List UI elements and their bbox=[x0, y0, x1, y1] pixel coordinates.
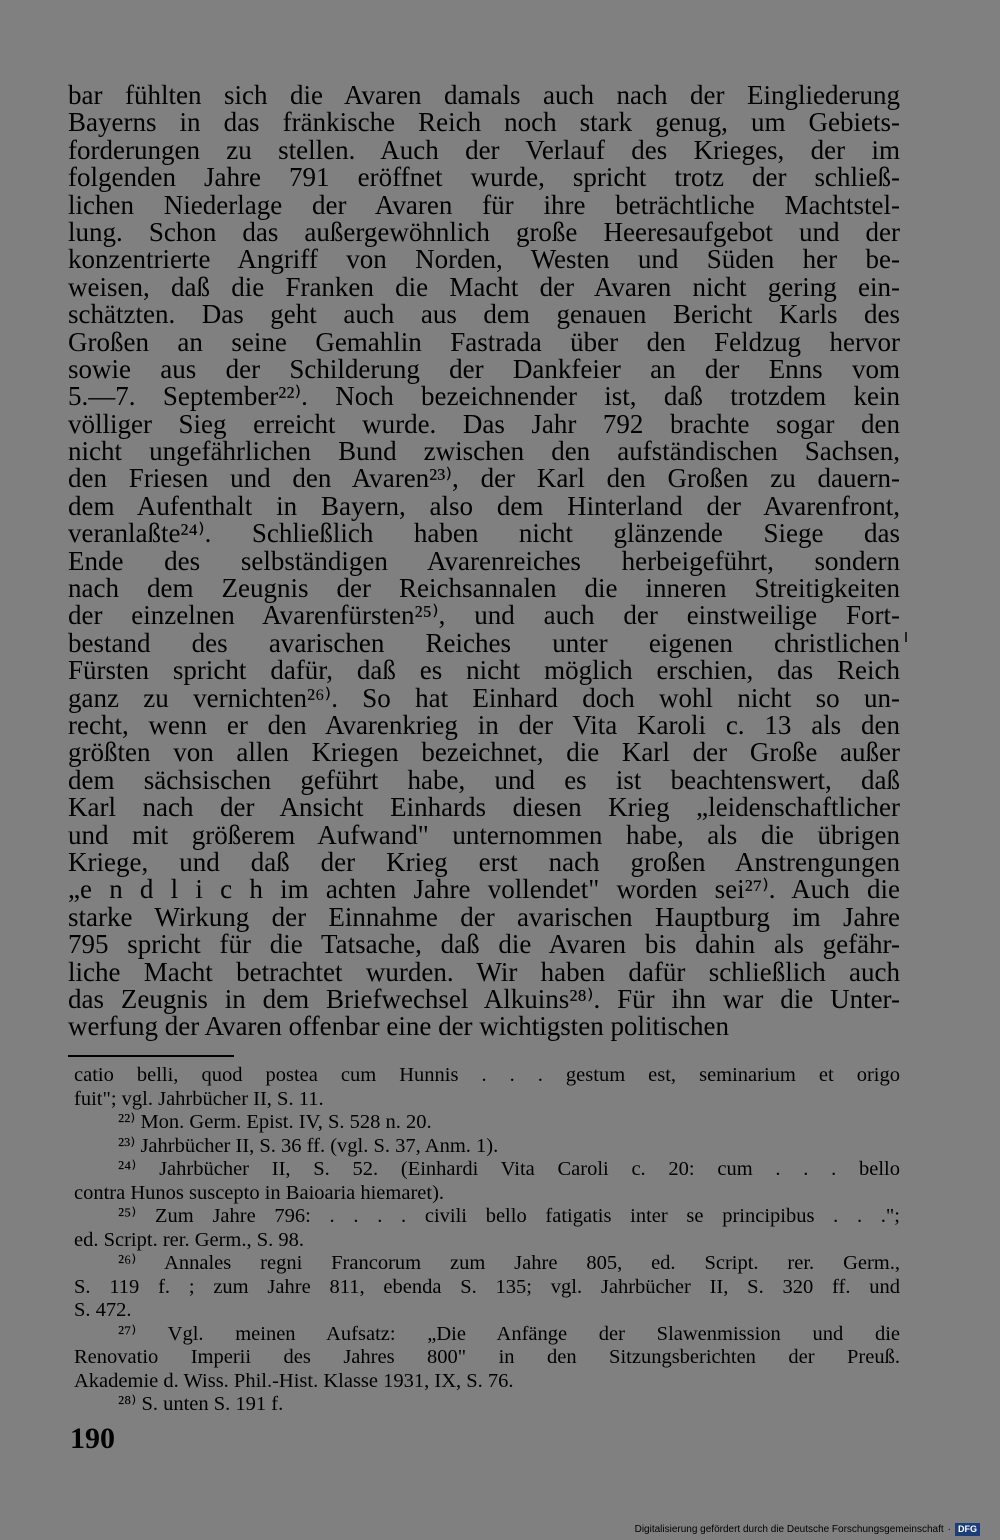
text-line: Bayerns in das fränkische Reich noch stark genug, um Gebiets- bbox=[68, 107, 900, 138]
footnote-line: ²⁶⁾ Annales regni Francorum zum Jahre 805, ed. Script. rer. Germ., bbox=[118, 1252, 900, 1274]
text-line: nach dem Zeugnis der Reichsannalen die inneren Streitigkeiten bbox=[68, 573, 900, 604]
text-line: Kriege, und daß der Krieg erst nach großen Anstrengungen bbox=[68, 846, 900, 877]
footnote-line: ²²⁾ Mon. Germ. Epist. IV, S. 528 n. 20. bbox=[118, 1111, 432, 1133]
text-line: den Friesen und den Avaren²³⁾, der Karl den Großen zu dauern- bbox=[68, 463, 900, 494]
footnotes bbox=[74, 1064, 900, 1417]
text-line: bar fühlten sich die Avaren damals auch nach der Eingliederung bbox=[68, 80, 900, 110]
text-line: schätzten. Das geht auch aus dem genauen Bericht Karls des bbox=[68, 299, 900, 330]
text-line: liche Macht betrachtet wurden. Wir haben dafür schließlich auch bbox=[68, 956, 900, 987]
text-line: forderungen zu stellen. Auch der Verlauf des Krieges, der im bbox=[68, 134, 900, 165]
footer-separator: · bbox=[947, 1524, 951, 1535]
text-line: konzentrierte Angriff von Norden, Westen und Süden her be- bbox=[68, 244, 900, 275]
text-line: 5.—7. September²²⁾. Noch bezeichnender ist, daß trotzdem kein bbox=[68, 381, 900, 412]
footnote-line: Renovatio Imperii des Jahres 800" in den Sitzungsberichten der Preuß. bbox=[74, 1346, 900, 1368]
footer-text: Digitalisierung gefördert durch die Deutsche Forschungsgemeinschaft bbox=[634, 1524, 944, 1535]
margin-mark bbox=[905, 632, 907, 642]
footnote-line: S. 119 f. ; zum Jahre 811, ebenda S. 135; vgl. Jahrbücher II, S. 320 ff. und bbox=[74, 1275, 900, 1298]
digitization-footer bbox=[635, 1523, 980, 1536]
footnote-line: ²⁵⁾ Zum Jahre 796: . . . . civili bello fatigatis inter se principibus . . ."; bbox=[118, 1205, 900, 1227]
text-line: weisen, daß die Franken die Macht der Avaren nicht gering ein- bbox=[68, 271, 900, 302]
footnote-line: Akademie d. Wiss. Phil.-Hist. Klasse 1931, IX, S. 76. bbox=[74, 1369, 514, 1392]
footnote-line: contra Hunos suscepto in Baioaria hiemaret). bbox=[74, 1181, 445, 1204]
text-line: Karl nach der Ansicht Einhards diesen Krieg „leidenschaftlicher bbox=[68, 792, 900, 823]
text-line: der einzelnen Avarenfürsten²⁵⁾, und auch der einstweilige Fort- bbox=[68, 600, 900, 631]
text-line: recht, wenn er den Avarenkrieg in der Vita Karoli c. 13 als den bbox=[68, 709, 900, 740]
footnote-line: fuit"; vgl. Jahrbücher II, S. 11. bbox=[74, 1087, 324, 1110]
footnote-line: catio belli, quod postea cum Hunnis . . . gestum est, seminarium et origo bbox=[74, 1064, 900, 1086]
text-line: lichen Niederlage der Avaren für ihre beträchtliche Machtstel- bbox=[68, 189, 900, 220]
text-line: Ende des selbständigen Avarenreiches herbeigeführt, sondern bbox=[68, 545, 900, 576]
text-line: dem sächsischen geführt habe, und es ist beachtenswert, daß bbox=[68, 764, 900, 795]
text-line: ganz zu vernichten²⁶⁾. So hat Einhard doch wohl nicht so un- bbox=[68, 682, 900, 713]
text-line: folgenden Jahre 791 eröffnet wurde, spricht trotz der schließ- bbox=[68, 162, 900, 193]
text-line: Fürsten spricht dafür, daß es nicht möglich erschien, das Reich bbox=[68, 655, 900, 686]
text-line: völliger Sieg erreicht wurde. Das Jahr 792 brachte sogar den bbox=[68, 408, 900, 439]
text-line: nicht ungefährlichen Bund zwischen den aufständischen Sachsen, bbox=[68, 436, 900, 467]
dfg-logo: DFG bbox=[955, 1523, 980, 1536]
text-line: starke Wirkung der Einnahme der avarischen Hauptburg im Jahre bbox=[68, 901, 900, 932]
text-line: veranlaßte²⁴⁾. Schließlich haben nicht glänzende Siege das bbox=[68, 518, 900, 549]
footnote-line: ²⁴⁾ Jahrbücher II, S. 52. (Einhardi Vita Caroli c. 20: cum . . . bello bbox=[118, 1158, 900, 1180]
text-line: 795 spricht für die Tatsache, daß die Avaren bis dahin als gefähr- bbox=[68, 929, 900, 960]
text-line: werfung der Avaren offenbar eine der wichtigsten politischen bbox=[68, 1011, 730, 1042]
footnote-line: ed. Script. rer. Germ., S. 98. bbox=[74, 1228, 305, 1251]
text-line: sowie aus der Schilderung der Dankfeier an der Enns vom bbox=[68, 353, 900, 384]
main-text bbox=[68, 82, 900, 1041]
footnote-separator bbox=[68, 1055, 234, 1057]
text-line: dem Aufenthalt in Bayern, also dem Hinterland der Avarenfront, bbox=[68, 490, 900, 521]
footnote-line: ²⁷⁾ Vgl. meinen Aufsatz: „Die Anfänge der Slawenmission und die bbox=[118, 1322, 900, 1345]
text-line: das Zeugnis in dem Briefwechsel Alkuins²⁸⁾. Für ihn war die Unter- bbox=[68, 983, 900, 1014]
text-line: lung. Schon das außergewöhnlich große Heeresaufgebot und der bbox=[68, 216, 900, 247]
footnote-line: ²⁸⁾ S. unten S. 191 f. bbox=[118, 1393, 284, 1415]
text-line: bestand des avarischen Reiches unter eigenen christlichen bbox=[68, 627, 900, 658]
text-line: und mit größerem Aufwand" unternommen habe, als die übrigen bbox=[68, 819, 900, 850]
text-line: „e n d l i c h im achten Jahre vollendet" worden sei²⁷⁾. Auch die bbox=[68, 874, 900, 905]
page-number: 190 bbox=[70, 1422, 115, 1455]
text-line: Großen an seine Gemahlin Fastrada über den Feldzug hervor bbox=[68, 326, 900, 357]
text-line: größten von allen Kriegen bezeichnet, die Karl der Große außer bbox=[68, 737, 900, 768]
footnote-line: ²³⁾ Jahrbücher II, S. 36 ff. (vgl. S. 37, Anm. 1). bbox=[118, 1134, 499, 1157]
footnote-line: S. 472. bbox=[74, 1299, 132, 1321]
